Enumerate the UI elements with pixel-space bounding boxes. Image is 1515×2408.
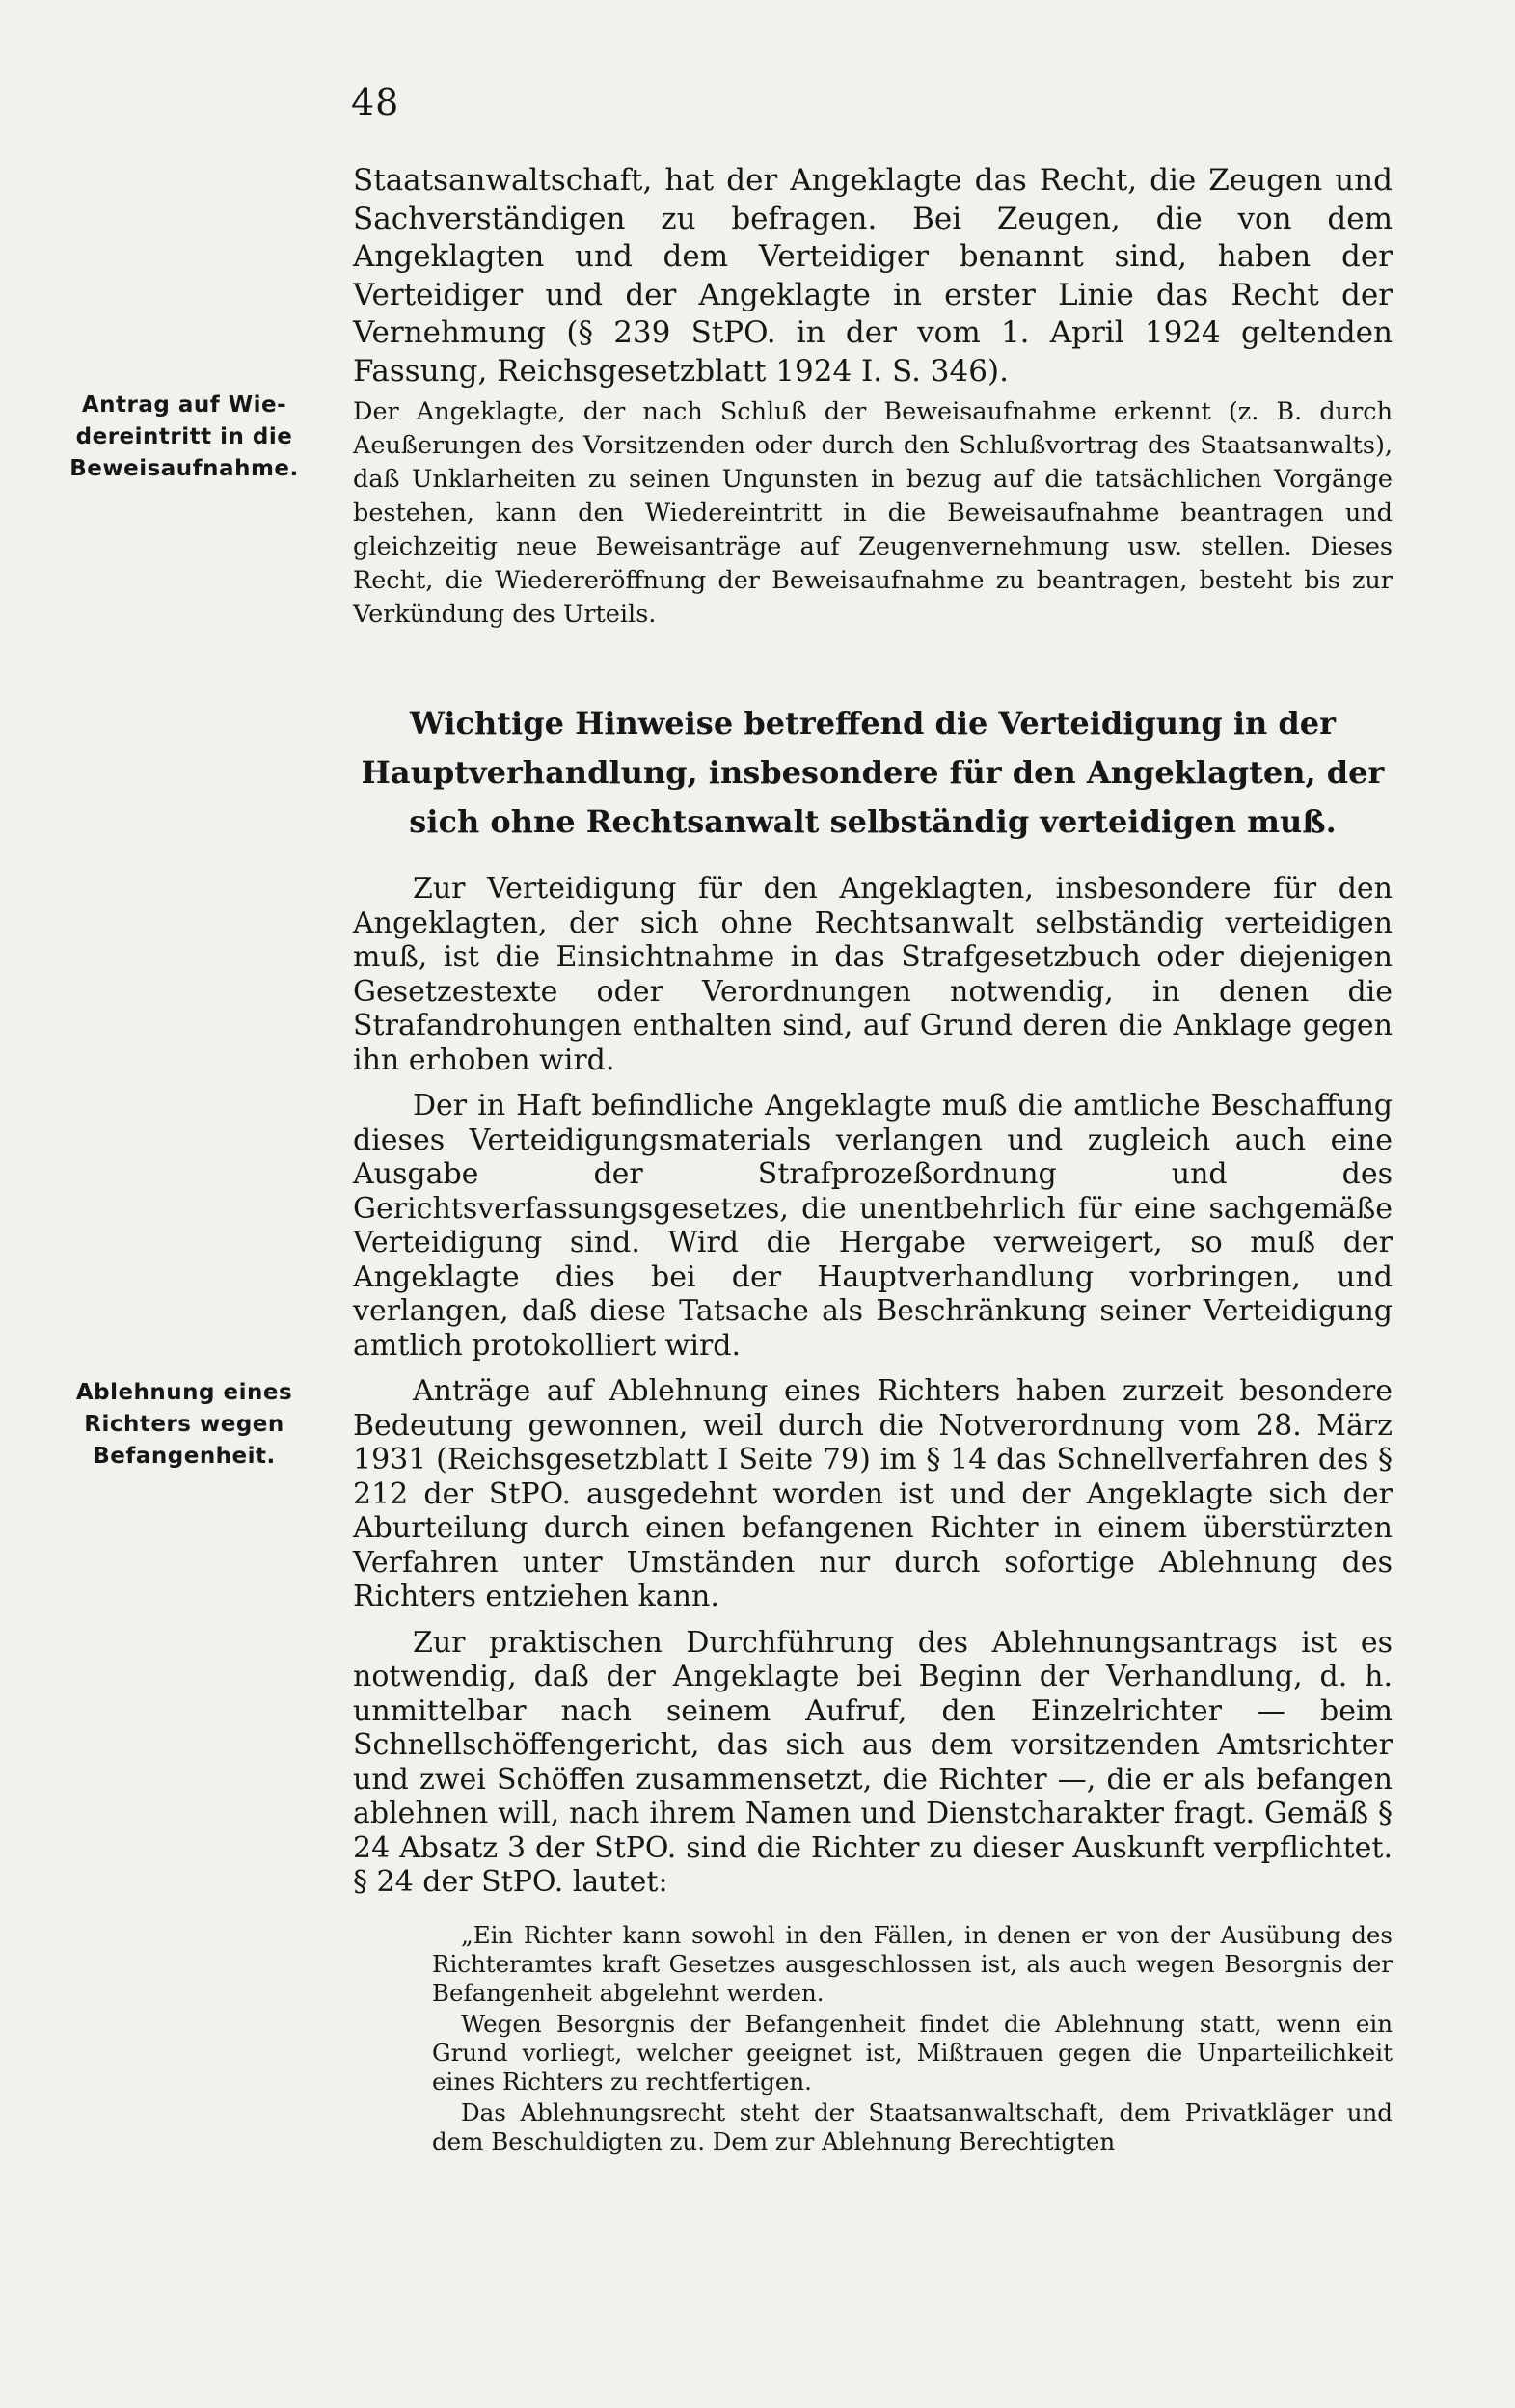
body-paragraph: Zur Verteidigung für den Angeklagten, insbesondere für den Angeklagten, der sich ohne Rechtsanwalt selbständig verteidigen muß, ist die Einsichtnahme in das Strafgesetzbuch oder diejenigen Gesetzestexte oder Verordnungen notwendig, in denen die Strafandrohungen enthalten sind, auf Grund deren die Anklage gegen ihn erhoben wird.	[353, 872, 1393, 1077]
margin-note-line: dereintritt in die	[75, 424, 293, 449]
margin-note-line: Antrag auf Wie-	[81, 392, 287, 418]
main-text-column	[353, 162, 1393, 2156]
body-paragraph: Anträge auf Ablehnung eines Richters haben zurzeit besondere Bedeutung gewonnen, weil durch die Notverordnung vom 28. März 1931 (Reichsgesetzblatt I Seite 79) im § 14 das Schnellverfahren des § 212 der StPO. ausgedehnt worden ist und der Angeklagte sich der Aburteilung durch einen befangenen Richter in einem überstürzten Verfahren unter Umständen nur durch sofortige Ablehnung des Richters entziehen kann.	[353, 1374, 1393, 1613]
margin-note-line: Richters wegen	[84, 1412, 284, 1437]
section-heading: Wichtige Hinweise betreffend die Verteidigung in der Hauptverhandlung, insbesondere für den Angeklagten, der sich ohne Rechtsanwalt selbständig verteidigen muß.	[361, 705, 1385, 840]
margin-note-line: Beweisaufnahme.	[69, 456, 299, 481]
statute-quotation	[432, 1921, 1393, 2156]
quote-paragraph: Das Ablehnungsrecht steht der Staatsanwaltschaft, dem Privatkläger und dem Beschuldigten zu. Dem zur Ablehnung Berechtigten	[432, 2097, 1393, 2155]
margin-note-reopening-evidence	[58, 390, 311, 485]
lead-paragraph: Staatsanwaltschaft, hat der Angeklagte das Recht, die Zeugen und Sachverständigen zu befragen. Bei Zeugen, die von dem Angeklagten und dem Verteidiger benannt sind, haben der Verteidiger und der Angeklagte in erster Linie das Recht der Vernehmung (§ 239 StPO. in der vom 1. April 1924 geltenden Fassung, Reichsgesetzblatt 1924 I. S. 346).	[353, 163, 1393, 389]
page-number: 48	[351, 81, 400, 123]
body-paragraph: Der in Haft befindliche Angeklagte muß die amtliche Beschaffung dieses Verteidigungsmaterials verlangen und zugleich auch eine Ausgabe der Strafprozeßordnung und des Gerichtsverfassungsgesetzes, die unentbehrlich für eine sachgemäße Verteidigung sind. Wird die Hergabe verweigert, so muß der Angeklagte dies bei der Hauptverhandlung vorbringen, und verlangen, daß diese Tatsache als Beschränkung seiner Verteidigung amtlich protokolliert wird.	[353, 1089, 1393, 1363]
reopening-paragraph: Der Angeklagte, der nach Schluß der Beweisaufnahme erkennt (z. B. durch Aeußerungen des Vorsitzenden oder durch den Schlußvortrag des Staatsanwalts), daß Unklarheiten zu seinen Ungunsten in bezug auf die tatsächlichen Vorgänge bestehen, kann den Wiedereintritt in die Beweisaufnahme beantragen und gleichzeitig neue Beweisanträge auf Zeugenvernehmung usw. stellen. Dieses Recht, die Wiedereröffnung der Beweisaufnahme zu beantragen, besteht bis zur Verkündung des Urteils.	[353, 397, 1393, 629]
margin-note-judge-rejection	[58, 1377, 311, 1473]
margin-note-line: Befangenheit.	[93, 1444, 276, 1469]
margin-note-line: Ablehnung eines	[75, 1380, 293, 1405]
quote-paragraph: „Ein Richter kann sowohl in den Fällen, in denen er von der Ausübung des Richteramtes kraft Gesetzes ausgeschlossen ist, als auch wegen Besorgnis der Befangenheit abgelehnt werden.	[432, 1920, 1393, 2007]
body-paragraph: Zur praktischen Durchführung des Ablehnungsantrags ist es notwendig, daß der Angeklagte bei Beginn der Verhandlung, d. h. unmittelbar nach seinem Aufruf, den Einzelrichter — beim Schnellschöffengericht, das sich aus dem vorsitzenden Amtsrichter und zwei Schöffen zusammensetzt, die Richter —, die er als befangen ablehnen will, nach ihrem Namen und Dienstcharakter fragt. Gemäß § 24 Absatz 3 der StPO. sind die Richter zu dieser Auskunft verpflichtet. § 24 der StPO. lautet:	[353, 1625, 1393, 1899]
quote-paragraph: Wegen Besorgnis der Befangenheit findet die Ablehnung statt, wenn ein Grund vorliegt, welcher geeignet ist, Mißtrauen gegen die Unparteilichkeit eines Richters zu rechtfertigen.	[432, 2009, 1393, 2096]
